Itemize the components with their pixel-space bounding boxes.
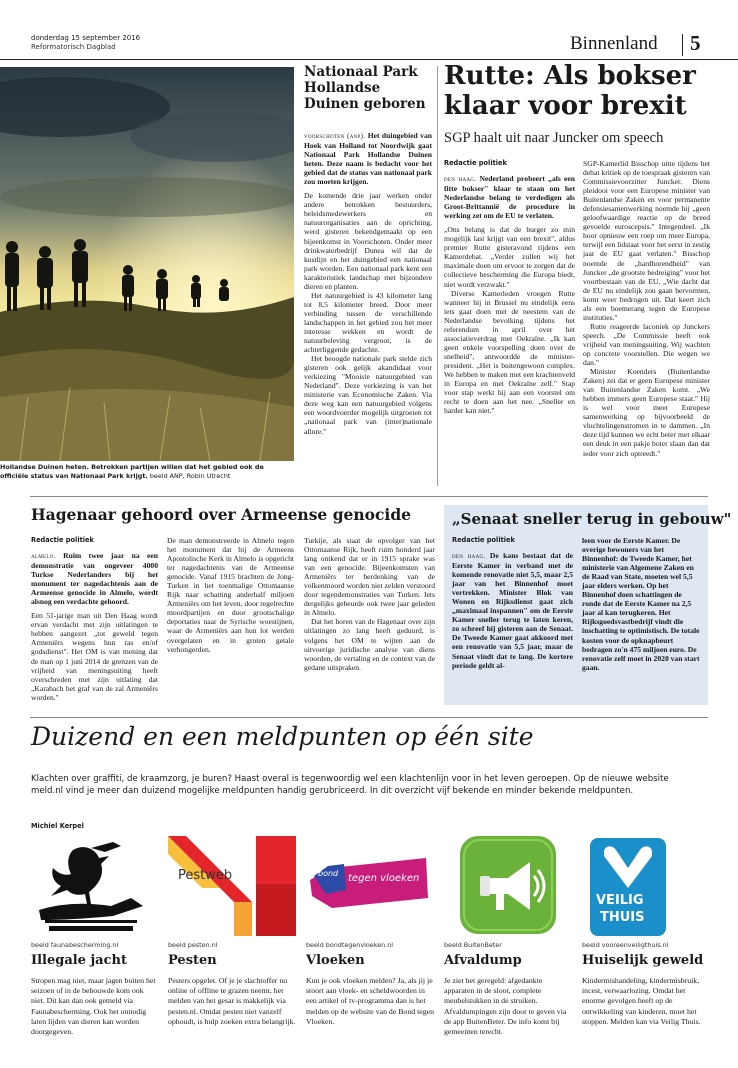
- bond-tegen-vloeken-logo: [306, 846, 432, 934]
- park-paragraph: Het natuurgebied is 43 kilometer lang tot 8,5 kilometer breed. Door meer verbinding tussen de verschillende landschappen in het gebied zou het meer interesse wekken en wordt de natuurbeleving vergroot, is de achterliggende gedachte.: [304, 290, 432, 355]
- buitenbeter-logo: [460, 836, 556, 934]
- section-rule: [30, 717, 708, 718]
- rutte-col-2: [583, 159, 710, 458]
- section-rule: [30, 496, 708, 497]
- rutte-paragraph: Diverse Kamerleden vroegen Rutte wanneer hij in Brussel nu eindelijk eens iets gaat doen met de neestem van de Nederlandse bevolking tijdens het referendum in april over het associatieverdrag met Oekraïne. „Ik kan geen enkele voorspelling doen over de snelheid", antwoordde de minister-president. „Het is buitengewoon complex. We hebben te maken met een krachtenveld in Europa en met Oekraïne zelf." Stap voor stap werkt hij aan een voorstel om recht te doen aan het nee. „Sneller en harder kan niet.": [444, 288, 575, 416]
- rutte-byline: Redactie politiek: [444, 159, 507, 167]
- rutte-col-1: [444, 159, 575, 415]
- armenie-dateline: almelo.: [31, 552, 56, 560]
- senaat-lead: De kans bestaat dat de Eerste Kamer in verband met de komende renovatie niet 5,5, maar 2,5 jaar van het Binnenhof moet vertrekken. Minister Blok van Wonen en Rijksdienst gaat zich „maximaal inspannen" om de Eerste Kamer sneller terug te laten keren, zo schreef hij gisteren aan de Senaat. De Tweede Kamer gaat akkoord met een renovatie van 5,5 jaar, maar de Senaat vindt dat te lang.: [452, 551, 573, 661]
- senaat-byline: Redactie politiek: [452, 536, 515, 544]
- page-number: 5: [690, 31, 701, 55]
- rutte-title: Rutte: Als bokser klaar voor brexit: [444, 61, 696, 121]
- photo-caption: [0, 463, 292, 480]
- senaat-paragraph: leen voor de Eerste Kamer. De overige bewoners van het Binnenhof: de Tweede Kamer, het ministerie van Algemene Zaken en de Raad van State, moeten wel 5,5 jaar elders werken. Op het Binnenhof doen schattingen de ronde dat de Eerste Kamer na 2,5 jaar al kan terugkeren. Het Rijksgoedsvastbedrijf vindt die inschatting te optimistisch. De totale kosten voor de opknapbeurt bedragen zo'n 475 miljoen euro. De renovatie zelf moet in 2020 van start gaan.: [582, 536, 700, 672]
- rutte-subtitle: SGP haalt uit naar Juncker om speech: [444, 130, 664, 146]
- rutte-paragraph: „Ons belang is dat de burger zo min mogelijk last krijgt van een brexit", aldus premier Rutte gisteravond tijdens een Kamerdebat. „Verder zullen wij het maximale doen om ervoor te zorgen dat de collectieve bescherming die Europa biedt, niet wordt verzwakt.": [444, 225, 575, 289]
- bond-logo-text-2: tegen vloeken: [348, 873, 420, 884]
- senaat-col-2: [582, 536, 702, 672]
- veilig-logo-text-2: THUIS: [600, 910, 645, 925]
- rutte-paragraph: SGP-Kamerlid Bisschop uitte tijdens het debat kritiek op de toespraak gisteren van Commissievoorzitter Juncker. Diens pleidooi voor een Europese minister van Buitenlandse Zaken en voor permanente defensiesamenwerking noemde hij „geen geloofwaardige reactie op de breed gevoelde euroscepsis." Integendeel. „Ik hoor opnieuw een roep om meer Europa, terwijl een lidstaat voor het eerst in zestig jaar de EU gaat verlaten." Bisschop noemde de „hardhorendheid" van Juncker „de grootste bedreiging" voor het voortbestaan van de EU. „Wie dacht dat de EU nu eindelijk zou gaan hervormen, komt weer bedrogen uit. Dat keert zich als een boemerang tegen de Europese instituties.": [583, 159, 710, 322]
- item-title: Afvaldump: [444, 953, 522, 968]
- armenie-paragraph: De man demonstreerde in Almelo tegen het monument dat bij de Armeens Apostolische Kerk in Almelo is opgericht ter nagedachtenis van de Armeense genocide. Vanaf 1915 brachten de Jong-Turken in het toenmalige Ottomaanse Rijk naar schatting anderhalf miljoen Armeniërs om het leven, door regelrechte moordpartijen en door grootschalige deportaties naar de Syrische woestijnen, waar de Armeniërs aan hun lot werden overgelaten en in groten getale verhongerden.: [167, 536, 294, 654]
- item-text: Kindermishandeling, kindermisbruik, incest, verwaarlozing. Omdat het enorme gevolgen heeft op de ontwikkeling van kinderen, moet het stoppen. Melden kan via Veilig Thuis.: [582, 976, 701, 1026]
- masthead-date: donderdag 15 september 2016: [31, 34, 141, 42]
- bond-logo-text-1: bond: [318, 869, 339, 878]
- item-text: Pesters opgelet. Of je je slachtoffer nu online of offline te grazen neemt, het melden van het gesar is makkelijk via pesten.nl. Omdat pesten niet vanzelf ophoudt, is hulp zoeken extra belangrijk.: [168, 976, 296, 1026]
- park-lead: Het duingebied van Hoek van Holland tot Noordwijk gaat Nationaal Park Hollandse Duinen heten. Deze naam is bedacht voor het gebied dat de status van nationaal park zou moeten krijgen.: [304, 131, 432, 187]
- rutte-paragraph: Minister Koenders (Buitenlandse Zaken) zei dat er geen Europese minister van Buitenlandse Zaken komt. „We hebben immers geen Europese staat." Hij is wel voor meer Europese samenwerking op bijvoorbeeld de vluchtelingenstromen in te dammen. „In deze tijd kunnen we echt beter met elkaar een deuk in een pakje boter slaan dan dat ieder voor zich optreedt.": [583, 367, 710, 458]
- item-text: Je ziet het geregeld: afgedankte apparaten in de sloot, complete meubelstukken in de struiken. Afvaldumpingen zijn door te geven via de app BuitenBeter. De info komt bij gemeenten terecht.: [444, 976, 567, 1037]
- photo-caption-text: Hollandse Duinen heten. Betrokken partijen willen dat het gebied ook de officiële status van Nationaal Park krijgt.: [0, 463, 264, 480]
- rutte-lead: Nederland probeert „als een fitte bokser" klaar te staan om het Nederlandse belang te verdedigen als Groot-Brittannië de procedure in werking zet om de EU te verlaten.: [444, 174, 575, 221]
- armenie-paragraph: Turkije, als staat de opvolger van het Ottomaanse Rijk, heeft ruim honderd jaar lang ontkend dat er in 1915 sprake was van een genocide. Bijeenkomsten van Armeniërs ter herdenking van de volkenmoord worden niet zelden verstoord door tegendemonstraties van Turken. Iets dergelijks gebeurde ook twee jaar geleden in Almelo.: [304, 536, 435, 618]
- pestweb-logo-text: Pestweb: [178, 868, 233, 883]
- park-paragraph: Het beoogde nationale park stelde zich gisteren ook gelijk akandidaat voor verkiezing "Mooiste natuurgebied van Nederland". Deze verkiezing is van het ministerie van Economische Zaken. Via deze weg kan een natuurgebied volgens een woordvoerder mogelijk uitgroeien tot „nationaal park van (inter)nationale allure.": [304, 354, 432, 436]
- item-credit: beeld vooreenveiligthuis.nl: [582, 941, 669, 949]
- park-paragraph: De komende drie jaar werken onder andere betrokken bestuurders, beleidsmedewerkers en natuurorganisaties aan de oprichting, werd gisteren bekendgemaakt op een bijeenkomst in Voorschoten. Onder meer drinkwaterbedrijf Dunea wil dat de kustlijn en het duingebied een nationaal park worden. Een nationaal park kent een karakteristiek landschap met bijzondere dieren en planten.: [304, 191, 432, 291]
- rutte-paragraph: Rutte reageerde laconiek op Junckers speech. „De Commissie heeft ook vrijheid van meningsuiting. Wij wachten op concrete voorstellen. Die wegen we dan.": [583, 321, 710, 368]
- senaat-title: „Senaat sneller terug in gebouw": [452, 510, 732, 528]
- armenie-lead: Ruim twee jaar na een demonstratie van ongeveer 4000 Turkse Nederlanders bij het monument ter nagedachtenis aan de Armeense genocide in Almelo, wordt alsnog een verdachte gehoord.: [31, 551, 158, 607]
- armenie-byline: Redactie politiek: [31, 536, 94, 544]
- armenie-paragraph: Een 51-jarige man uit Den Haag wordt ervan verdacht met zijn uitlatingen te hebben aangezet „tot geweld tegen Armeniërs wegens hun ras en/of godsdienst". Het OM is van mening dat de man op 1 juni 2014 de grenzen van de vrijheid van meningsuiting heeft overschreden met zijn uitlating dat „Karabach het graf van de zal Armeniërs worden.": [31, 611, 158, 702]
- item-text: Stropen mag niet, maar jagen buiten het seizoen of in de bebouwde kom ook niet. Dit kan dan ook gemeld via Faunabescherming. Ook het onnodig laten lijden van dieren kan worden doorgegeven.: [31, 976, 156, 1037]
- faunabescherming-logo: [31, 840, 156, 936]
- masthead-rule: [0, 59, 738, 60]
- section-title: Binnenland: [570, 33, 658, 54]
- rule-masthead-divider: [682, 34, 683, 56]
- armenie-paragraph: Dat het horen van de Hagenaar over zijn uitlatingen zo lang heeft geduurd, is volgens het OM te wijten aan de uitvoerige juridische analyse van diens woorden, de vertaling en de context van de gedane uitspraken.: [304, 617, 435, 672]
- masthead-paper: Reformatorisch Dagblad: [31, 43, 116, 51]
- photo-credit: beeld ANP, Robin Utrecht: [149, 471, 231, 480]
- armenie-col-2: [167, 536, 294, 654]
- item-credit: beeld pesten.nl: [168, 941, 218, 949]
- feature-title: Duizend en een meldpunten op één site: [31, 722, 534, 751]
- dune-photo: [0, 67, 294, 461]
- armenie-title: Hagenaar gehoord over Armeense genocide: [31, 505, 412, 524]
- feature-intro: Klachten over graffiti, de kraamzorg, je buren? Haast overal is tegenwoordig wel een klachtenlijn voor in het leven geroepen. Op de nieuwe website meld.nl vind je meer dan duizend mogelijke meldpunten handig gerubriceerd. In dit overzicht vijf bekende en minder bekende meldpunten.: [31, 774, 669, 796]
- park-title: Nationaal Park Hollandse Duinen geboren: [304, 64, 426, 112]
- item-credit: beeld faunabescherming.nl: [31, 941, 119, 949]
- senaat-col-1: [452, 536, 573, 670]
- rutte-dateline: den haag.: [444, 175, 477, 183]
- item-title: Pesten: [168, 953, 217, 968]
- item-text: Kun je ook vloeken melden? Ja, als jij je stoort aan vloek- en scheldwoorden in een artikel of tv-programma dan is het melden op de website van de Bond tegen Vloeken.: [306, 976, 434, 1026]
- item-title: Vloeken: [306, 953, 365, 968]
- item-credit: beeld BuitenBeter: [444, 941, 502, 949]
- item-title: Huiselijk geweld: [582, 953, 704, 968]
- item-title: Illegale jacht: [31, 953, 127, 968]
- senaat-dateline: den haag.: [452, 552, 486, 560]
- item-credit: beeld bondtegenvloeken.nl: [306, 941, 394, 949]
- senaat-lead-end: De kortere periode geldt al-: [452, 651, 573, 670]
- park-dateline: voorschoten (anp).: [304, 132, 366, 140]
- feature-byline: Michiel Kerpel: [31, 822, 84, 830]
- armenie-col-3: [304, 536, 435, 672]
- pestweb-logo: [168, 836, 296, 936]
- veilig-logo-text-1: VEILIG: [596, 893, 644, 908]
- park-body: [304, 131, 432, 436]
- column-divider: [437, 66, 438, 486]
- armenie-col-1: [31, 536, 158, 702]
